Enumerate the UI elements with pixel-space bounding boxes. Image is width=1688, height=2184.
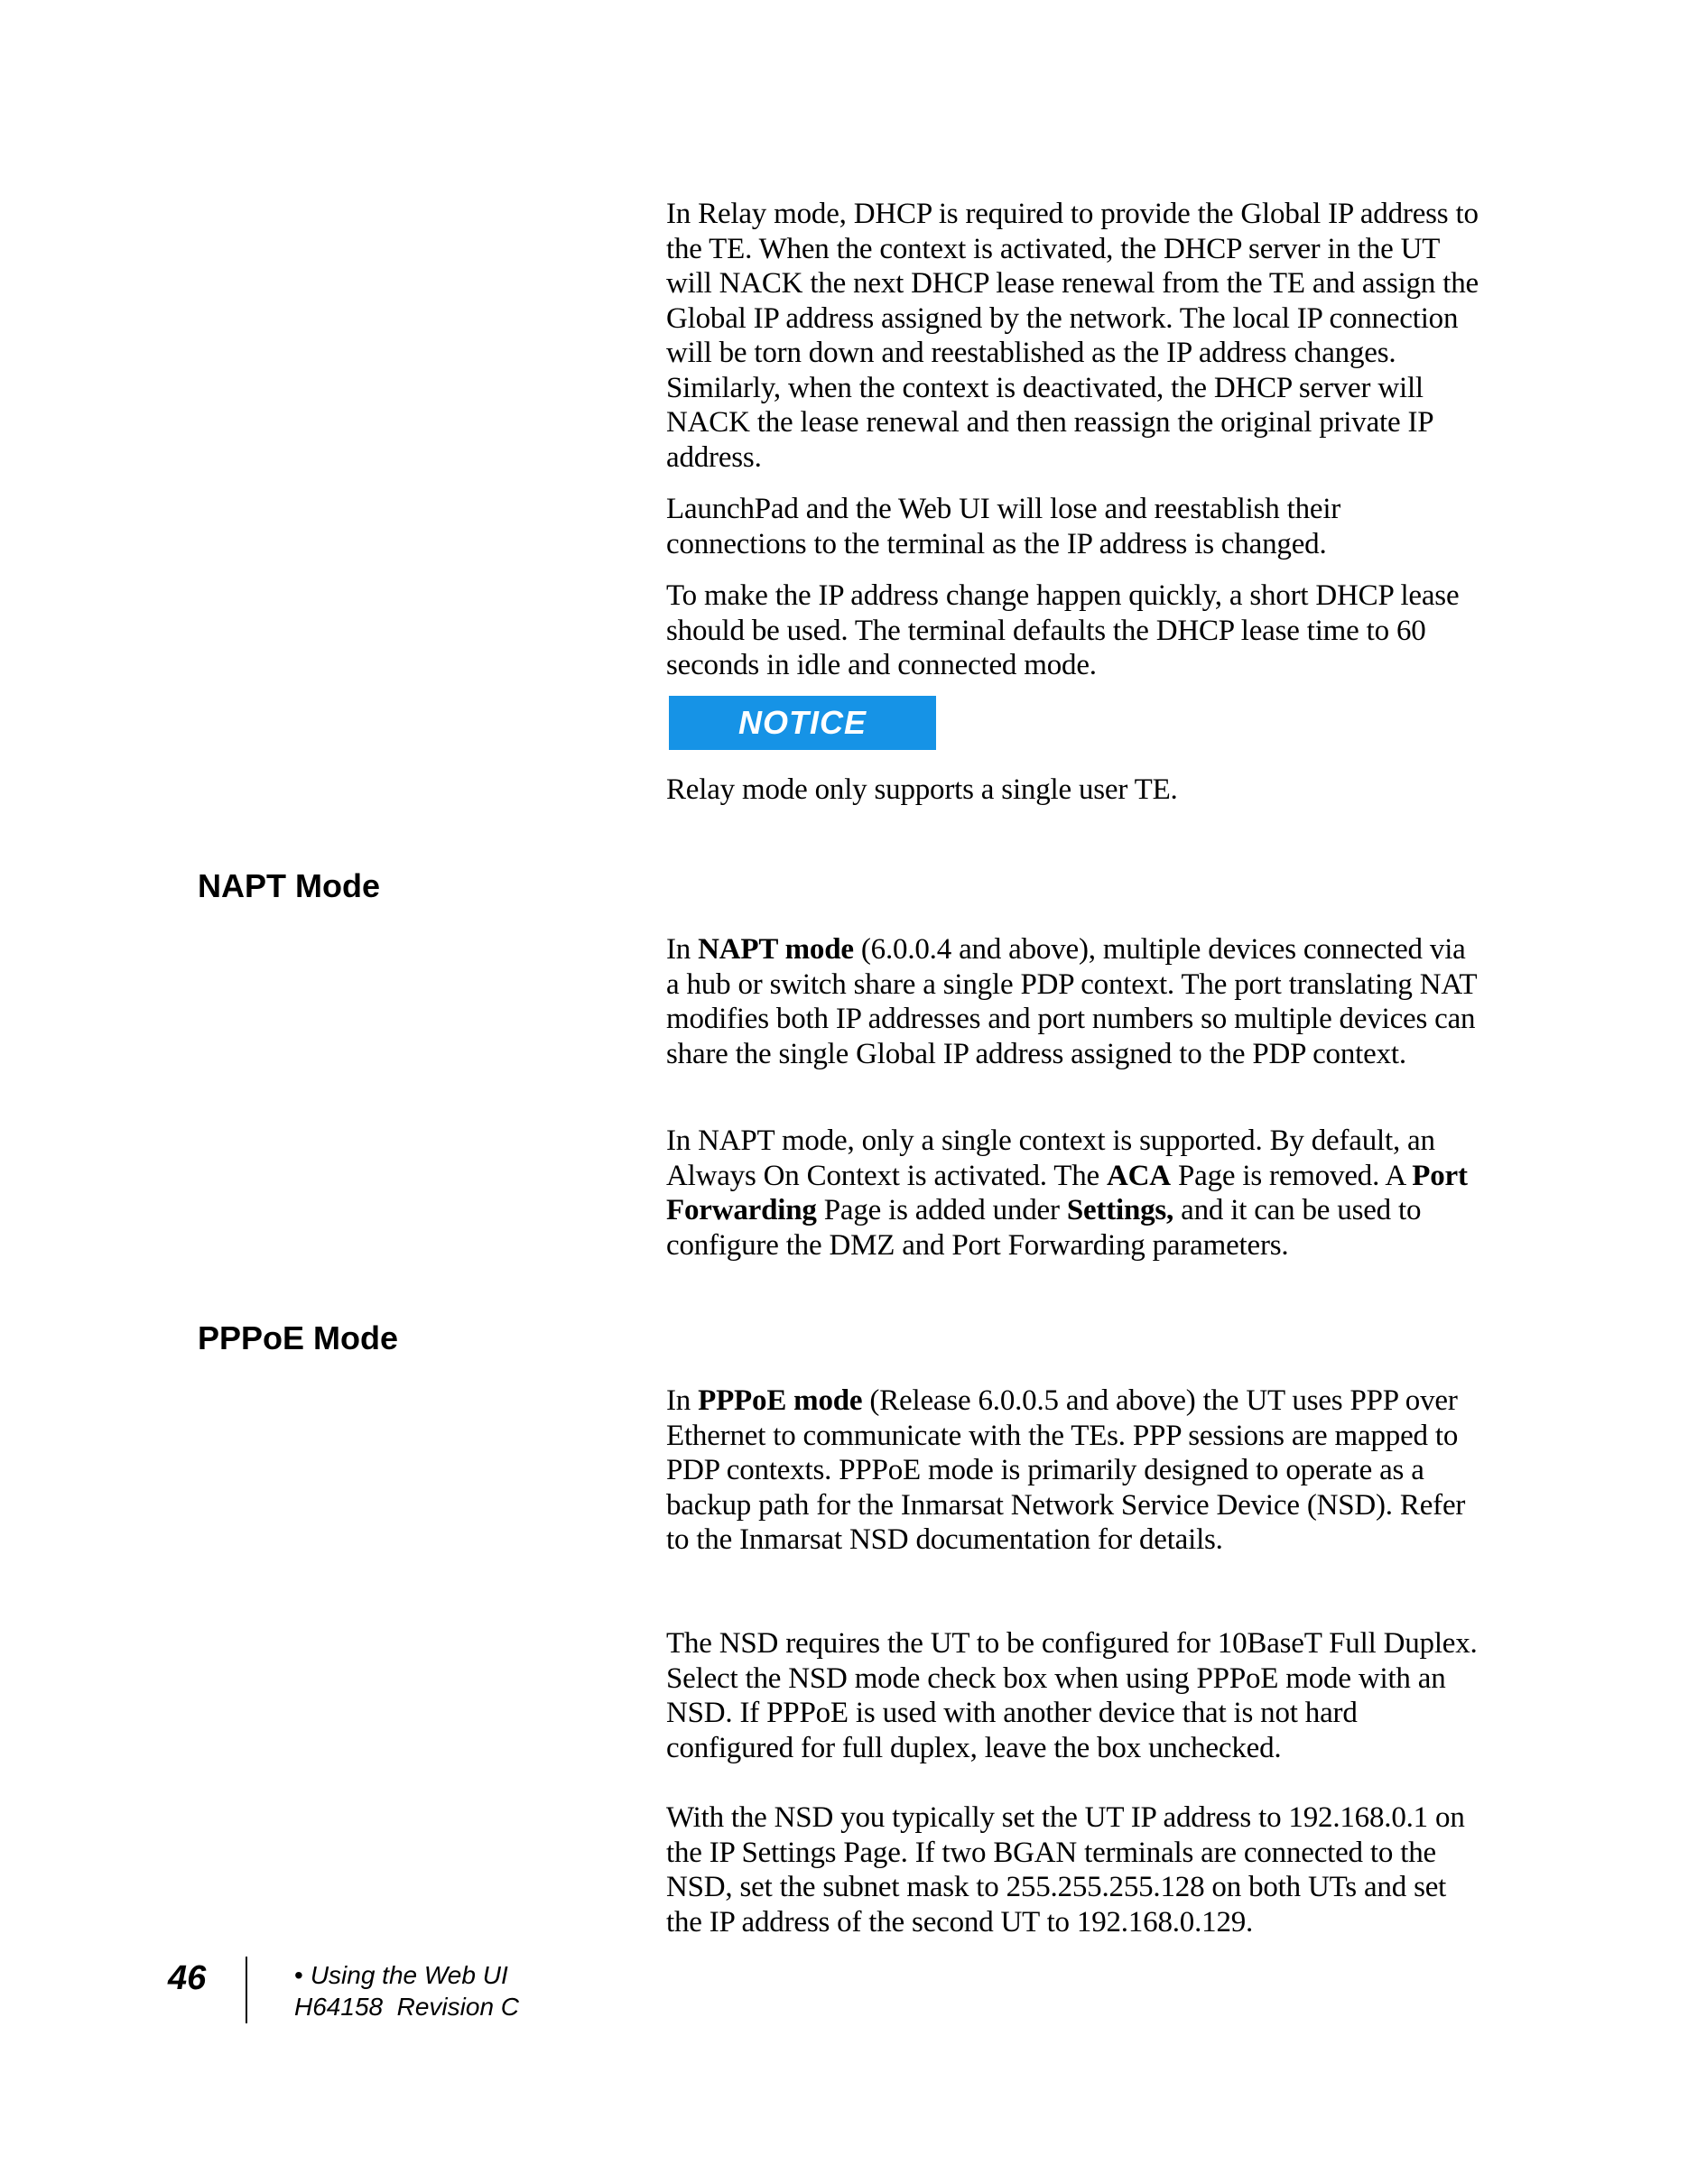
relay-section-3 — [666, 578, 1479, 683]
napt-p1-a: In — [666, 933, 699, 966]
notice-label: NOTICE — [737, 704, 867, 741]
napt-section — [666, 932, 1479, 1071]
napt-mode-heading: NAPT Mode — [198, 867, 380, 904]
notice-text-block — [666, 773, 1479, 808]
napt-section-2 — [666, 1124, 1479, 1263]
notice-badge — [669, 696, 936, 750]
pppoe-p1-bold: PPPoE mode — [698, 1384, 863, 1417]
pppoe-mode-heading: PPPoE Mode — [198, 1319, 399, 1356]
footer-divider — [246, 1957, 247, 2023]
bullet-icon: • — [294, 1961, 303, 1989]
pppoe-section-2 — [666, 1626, 1479, 1765]
relay-paragraph-1: In Relay mode, DHCP is required to provide the Global IP address to the TE. When the context is activated, the DHCP server in the UT will NACK the next DHCP lease renewal from the TE and assign the Global IP address assigned by the network. The local IP connection will be torn down and reestablished as the IP address changes. Similarly, when the context is deactivated, the DHCP server will NACK the lease renewal and then reassign the original private IP address. — [666, 198, 1479, 474]
napt-p1-c: (6.0.0.4 and above), multiple devices connected via a hub or switch share a single PDP context. The port translating NAT modifies both IP addresses and port numbers so multiple devices can share the single Global IP address assigned to the PDP context. — [666, 933, 1477, 1070]
relay-section — [666, 197, 1479, 475]
pppoe-paragraph-3: With the NSD you typically set the UT IP address to 192.168.0.1 on the IP Settings Page. If two BGAN terminals are connected to the NSD, set the subnet mask to 255.255.255.128 on both UTs and set the IP address of the second UT to 192.168.0.129. — [666, 1801, 1465, 1939]
footer-section: Using the Web UI — [310, 1961, 508, 1989]
pppoe-p1-c: (Release 6.0.0.5 and above) the UT uses PPP over Ethernet to communicate with the TEs. PPP sessions are mapped to PDP contexts. PPPoE mode is primarily designed to operate as a backup path for the Inmarsat Network Service Device (NSD). Refer to the Inmarsat NSD documentation for details. — [666, 1384, 1466, 1556]
napt-p2-a: In NAPT mode, only a single context is supported. By default, an Always On Context is activated. The — [666, 1124, 1435, 1192]
napt-p2-port-forwarding: Port Forwarding — [666, 1159, 1468, 1226]
pppoe-section-3 — [666, 1800, 1479, 1939]
napt-p2-g: and it can be used to configure the DMZ and Port Forwarding parameters. — [666, 1194, 1422, 1262]
napt-p2-aca: ACA — [1107, 1159, 1171, 1192]
napt-p1-bold: NAPT mode — [698, 933, 854, 966]
page-number: 46 — [168, 1959, 207, 1997]
napt-p2-e: Page is added under — [816, 1194, 1067, 1226]
pppoe-paragraph-1 — [666, 1384, 1479, 1558]
pppoe-p1-a: In — [666, 1384, 699, 1417]
footer-doc-id: H64158 Revision C — [294, 1993, 520, 2021]
footer-text — [294, 1959, 519, 2022]
pppoe-section — [666, 1384, 1479, 1558]
relay-paragraph-3: To make the IP address change happen quickly, a short DHCP lease should be used. The terminal defaults the DHCP lease time to 60 seconds in idle and connected mode. — [666, 579, 1460, 681]
footer-section-line — [294, 1959, 519, 1991]
relay-paragraph-2: LaunchPad and the Web UI will lose and reestablish their connections to the terminal as the IP address is changed. — [666, 493, 1341, 560]
napt-paragraph-1 — [666, 932, 1479, 1071]
notice-text: Relay mode only supports a single user TE. — [666, 773, 1178, 806]
relay-section-2 — [666, 492, 1479, 561]
napt-paragraph-2 — [666, 1124, 1479, 1263]
pppoe-paragraph-2: The NSD requires the UT to be configured for 10BaseT Full Duplex. Select the NSD mode check box when using PPPoE mode with an NSD. If PPPoE is used with another device that is not hard configured for full duplex, leave the box unchecked. — [666, 1627, 1478, 1764]
napt-p2-settings: Settings, — [1066, 1194, 1174, 1226]
napt-p2-c: Page is removed. A — [1170, 1159, 1413, 1192]
